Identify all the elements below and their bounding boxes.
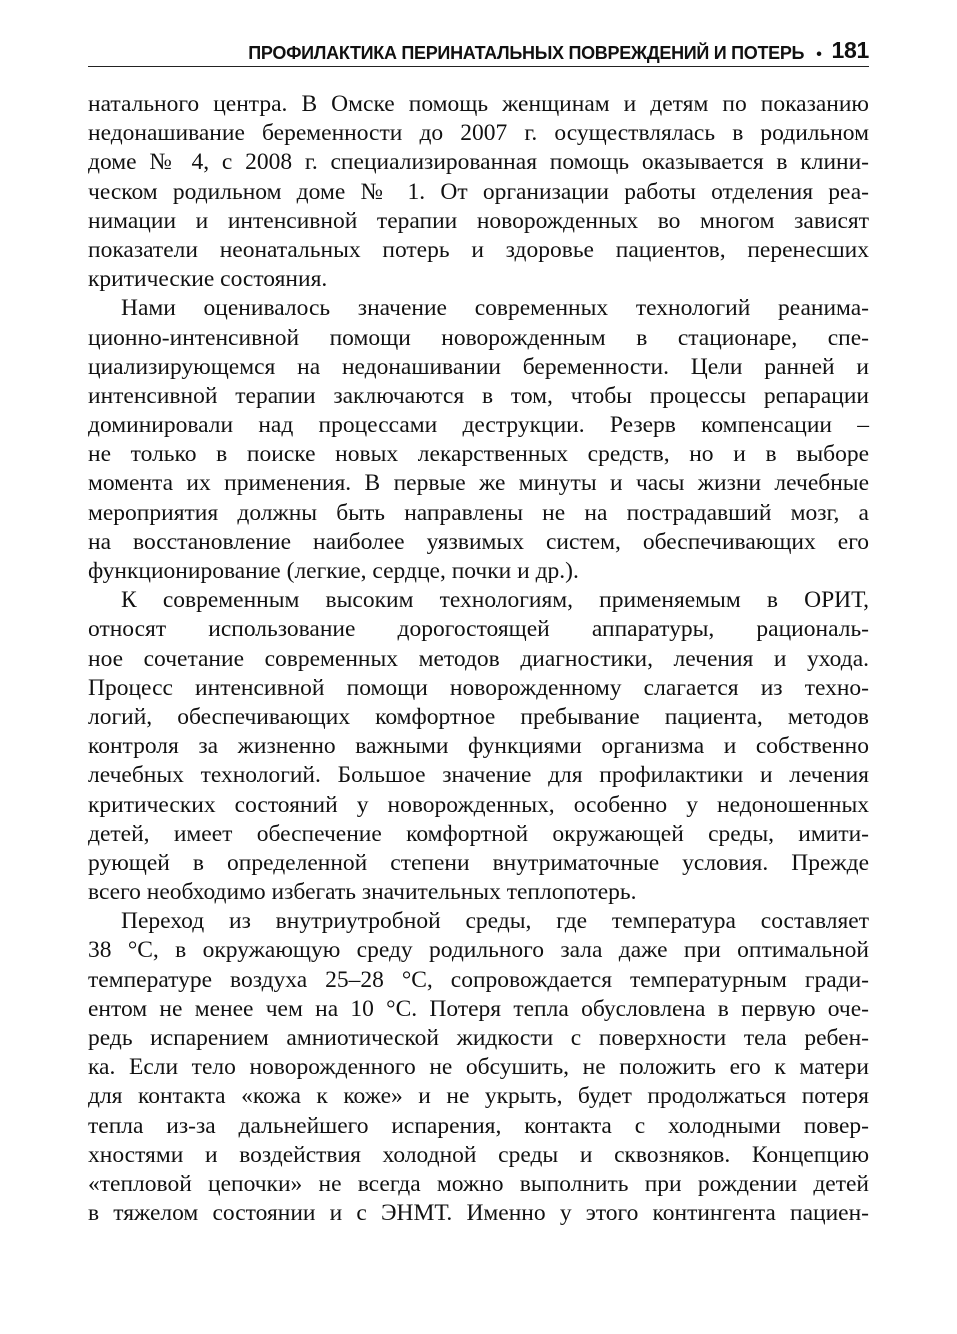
text-line: относят использование дорогостоящей аппаратуры, рациональ- [88,616,869,643]
page-number: 181 [831,37,869,63]
text-line: температуре воздуха 25–28 °С, сопровождается температурным гради- [88,966,869,993]
body-text [88,90,869,1228]
text-line: ка. Если тело новорожденного не обсушить, не положить его к матери [88,1054,869,1081]
text-line: лечебных технологий. Большое значение для профилактики и лечения [88,762,869,789]
text-line: в тяжелом состоянии и с ЭНМТ. Именно у этого контингента пациен- [88,1200,869,1227]
text-line: интенсивной терапии заключаются в том, чтобы процессы репарации [88,382,869,409]
running-header [88,30,869,64]
text-line: ентом не менее чем на 10 °С. Потеря тепла обусловлена в первую оче- [88,995,869,1022]
text-line: «тепловой цепочки» не всегда можно выполнить при рождении детей [88,1170,869,1197]
text-line: ческом родильном доме № 1. От организации работы отделения реа- [88,178,869,205]
text-line: тепла из-за дальнейшего испарения, контакта с холодными повер- [88,1112,869,1139]
text-line: для контакта «кожа к коже» и не укрыть, будет продолжаться потеря [88,1083,869,1110]
text-line: 38 °С, в окружающую среду родильного зала даже при оптимальной [88,937,869,964]
paragraph [88,90,869,294]
paragraph [88,294,869,586]
text-line: критические состояния. [88,266,328,293]
text-line: доминировали над процессами деструкции. Резерв компенсации – [88,412,869,439]
text-line: не только в поиске новых лекарственных средств, но и в выборе [88,441,869,468]
text-line: на восстановление наиболее уязвимых систем, обеспечивающих его [88,528,869,555]
text-line: редь испарением амниотической жидкости с поверхности тела ребен- [88,1025,869,1051]
text-line: логий, обеспечивающих комфортное пребывание пациента, методов [88,703,869,730]
text-line: доме № 4, с 2008 г. специализированная помощь оказывается в клини- [88,149,869,176]
running-title: ПРОФИЛАКТИКА ПЕРИНАТАЛЬНЫХ ПОВРЕЖДЕНИЙ И ПОТЕРЬ [248,43,805,63]
text-line: Переход из внутриутробной среды, где температура составляет [121,908,869,935]
text-line: Процесс интенсивной помощи новорожденному слагается из техно- [88,674,869,701]
text-line: момента их применения. В первые же минуты и часы жизни лечебные [88,470,869,497]
header-rule [88,66,869,67]
text-line: критических состояний у новорожденных, особенно у недоношенных [88,791,869,818]
text-line: нимации и интенсивной терапии новорожденных во многом зависят [88,207,869,234]
text-line: ное сочетание современных методов диагностики, лечения и ухода. [88,645,869,672]
text-line: детей, имеет обеспечение комфортной окружающей среды, имити- [88,820,869,847]
text-line: хностями и воздействия холодной среды и сквозняков. Концепцию [88,1141,869,1168]
text-line: мероприятия должны быть направлены не на пострадавший мозг, а [88,499,869,526]
header-separator: • [816,46,822,63]
text-line: показатели неонатальных потерь и здоровье пациентов, перенесших [88,236,869,263]
text-line: рующей в определенной степени внутриматочные условия. Прежде [88,849,869,876]
text-line: Нами оценивалось значение современных технологий реанима- [121,295,869,322]
text-line: натального центра. В Омске помощь женщинам и детям по показанию [88,91,869,117]
paragraph [88,907,869,1228]
text-line: недонашивание беременности до 2007 г. осуществлялась в родильном [88,120,869,147]
text-line: циализирующемся на недонашивании беременности. Цели ранней и [88,353,869,380]
text-line: К современным высоким технологиям, применяемым в ОРИТ, [121,587,869,614]
text-line: всего необходимо избегать значительных теплопотерь. [88,879,637,906]
text-line: функционирование (легкие, сердце, почки и др.). [88,558,579,584]
text-line: ционно-интенсивной помощи новорожденным в стационаре, спе- [88,324,869,351]
paragraph [88,586,869,907]
text-line: контроля за жизненно важными функциями организма и собственно [88,733,869,760]
